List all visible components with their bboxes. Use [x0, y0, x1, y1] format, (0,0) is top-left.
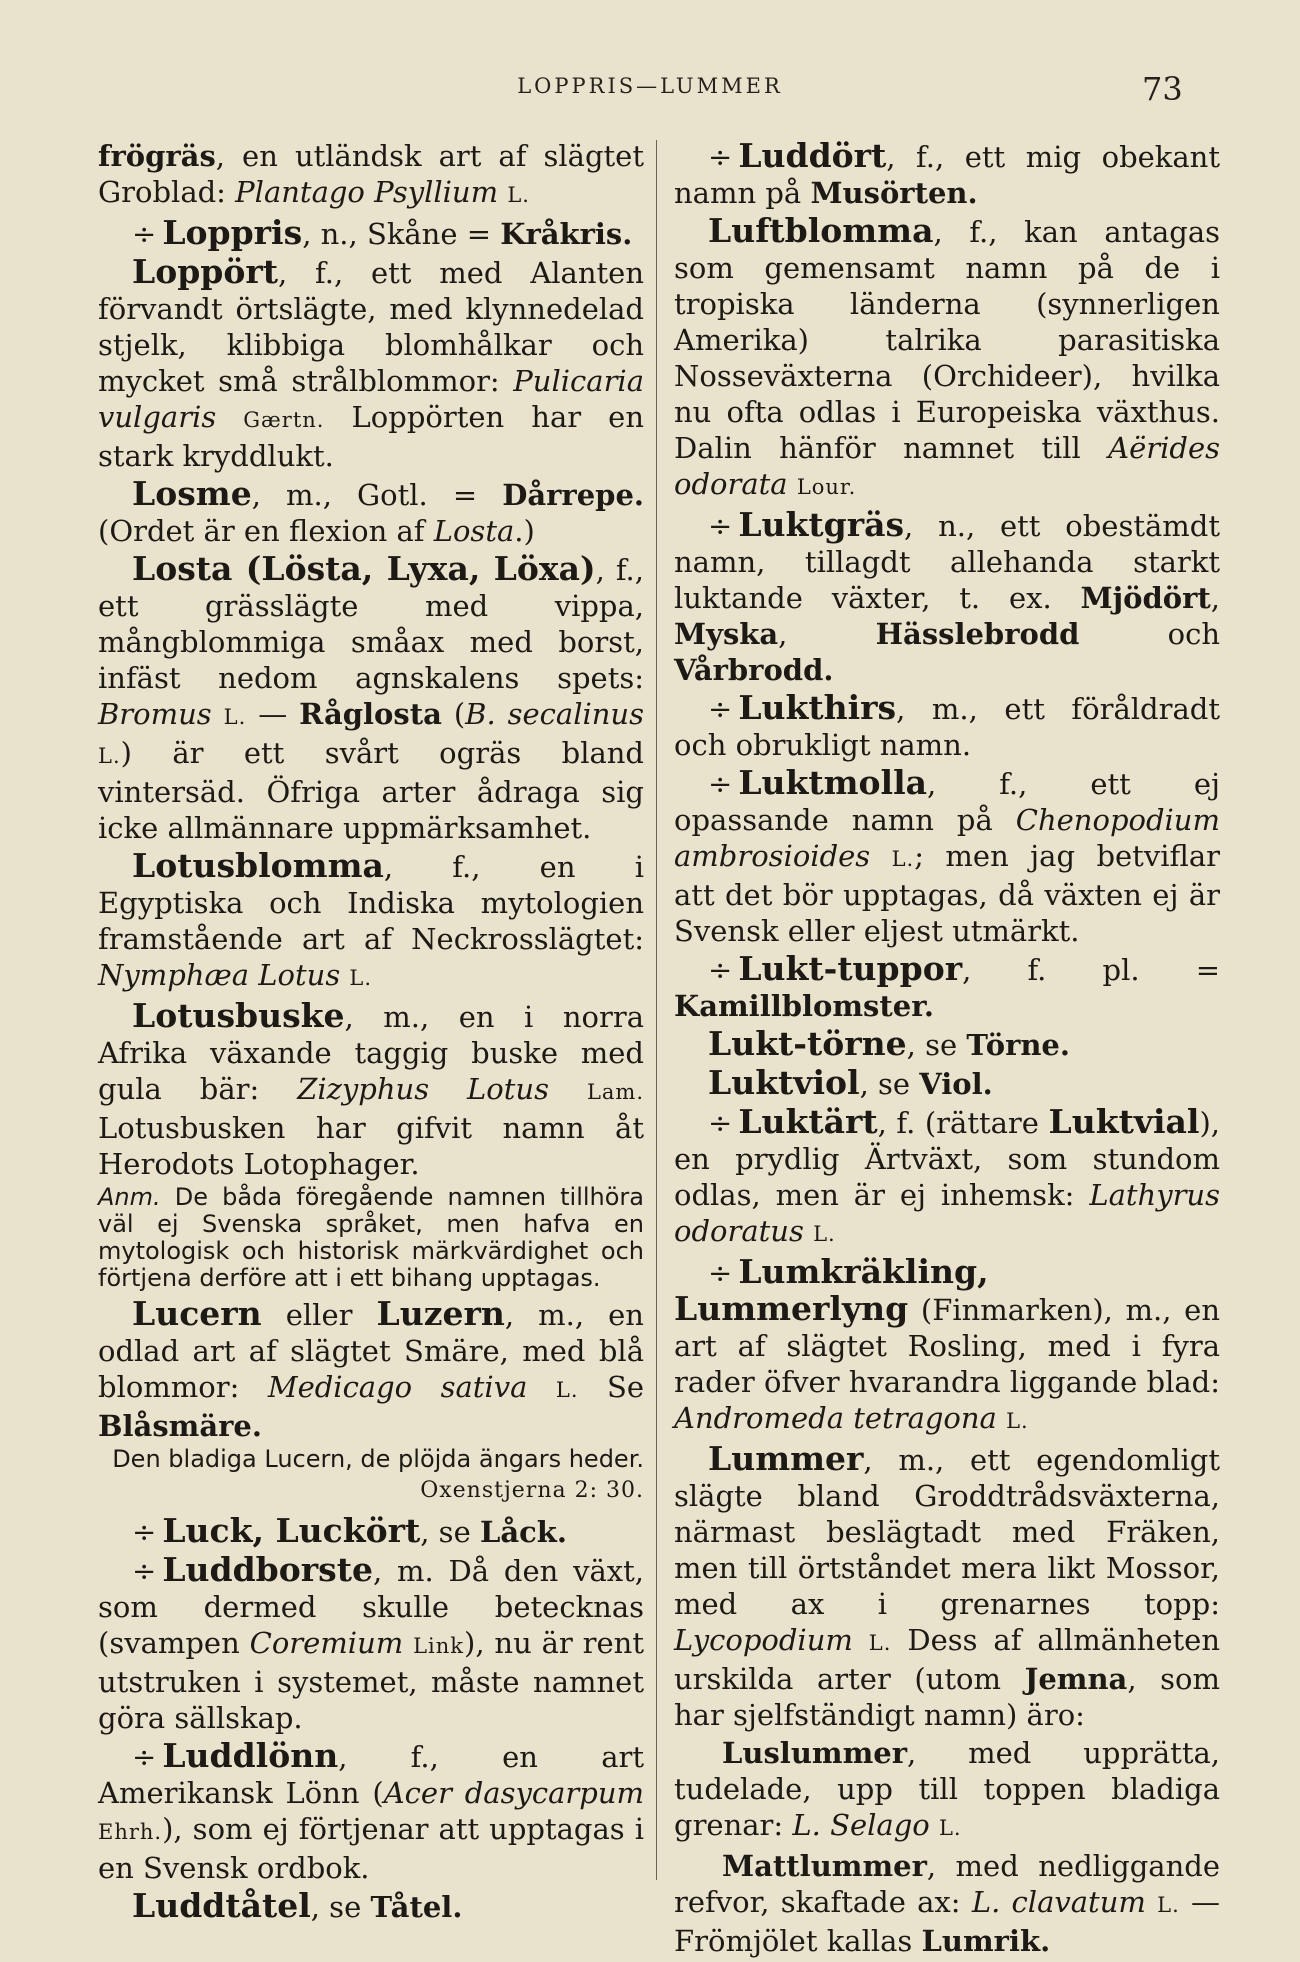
subentry-luslummer [674, 1735, 1220, 1846]
definition-text: , se [906, 1028, 967, 1062]
obsolete-mark: ÷ [132, 1740, 157, 1774]
entry-luftblomma [674, 213, 1220, 505]
latin-name: Losta [433, 514, 515, 548]
definition-text: , se [310, 1890, 371, 1924]
entry-luktgras [674, 507, 1220, 688]
subentry-mattlummer [674, 1848, 1220, 1959]
definition-text: , f., en art Amerikansk Lönn ( [98, 1740, 644, 1810]
right-column [674, 138, 1220, 1961]
entry-loppris [98, 215, 644, 252]
column-rule [656, 140, 657, 1880]
definition-text: Se [578, 1370, 645, 1404]
definition-text: Loppörten har en stark kryddlukt. [98, 400, 644, 473]
headword: Luddlönn [162, 1736, 339, 1775]
definition-text: , n., ett obestämdt namn, tillagdt allehanda starkt luktande växter, t. ex. [674, 509, 1220, 615]
latin-name: Lathyrus odoratus [674, 1178, 1220, 1248]
latin-name: B. secalinus [465, 697, 644, 731]
author-abbrev: L. [938, 1816, 962, 1840]
obsolete-mark: ÷ [708, 1106, 733, 1140]
entry-lotusbuske [98, 998, 644, 1182]
definition-text: , som har sjelfständigt namn) äro: [674, 1662, 1220, 1732]
entry-luktart [674, 1104, 1220, 1252]
author-abbrev: L. [555, 1378, 579, 1402]
entry-lukthirs [674, 690, 1220, 763]
cross-reference: Musörten. [810, 176, 978, 210]
author-abbrev: L. [349, 966, 373, 990]
entry-loppurt [98, 254, 644, 474]
obsolete-mark: ÷ [708, 140, 733, 174]
entry-lotusblomma [98, 848, 644, 996]
obsolete-mark: ÷ [708, 1256, 733, 1290]
note-text: De båda föregående namnen tillhöra väl ej Svenska språket, men hafva en mytologisk och historisk märkvärdighet och förtjena derföre att i ett bihang upptagas. [98, 1183, 644, 1292]
definition-text: , f. pl. = [962, 953, 1220, 987]
cross-reference: Hässlebrodd [875, 617, 1080, 651]
latin-name: Nymphæa Lotus [98, 958, 341, 992]
definition-text: , m., ett egendomligt slägte bland Groddtrådsväxterna, närmast beslägtadt med Fräken, men till örtståndet mera likt Mossor, med ax i grenarnes topp: [674, 1443, 1220, 1621]
headword: Lotusblomma [132, 846, 384, 885]
latin-name: Andromeda tetragona [674, 1401, 997, 1435]
entry-lukttorne [674, 1026, 1220, 1063]
definition-text: .) [514, 514, 535, 548]
cross-reference: Lumrik. [921, 1924, 1051, 1958]
definition-text: Dess af allmänheten urskilda arter (utom [674, 1623, 1221, 1696]
latin-name: Medicago sativa [267, 1370, 528, 1404]
definition-text: ), en prydlig Ärtväxt, som stundom odlas, men är ej inhemsk: [674, 1106, 1220, 1212]
definition-text: ) är ett svårt ogräs bland vintersäd. Öfriga arter ådraga sig icke allmännare uppmärksamhet. [98, 736, 644, 845]
latin-name: Pulicaria vulgaris [98, 364, 644, 434]
entry-frogras [98, 138, 644, 213]
author-abbrev: Gærtn. [243, 408, 325, 432]
quote-source: Oxenstjerna 2: 30. [420, 1478, 644, 1503]
headword: Lukt-törne [708, 1024, 907, 1063]
headword: Losme [132, 474, 252, 513]
entry-losme [98, 476, 644, 549]
cross-reference: Kamillblomster. [674, 989, 934, 1023]
author-abbrev: L. [813, 1222, 836, 1246]
headword: Loppört [132, 252, 279, 291]
author-abbrev: L. [223, 705, 247, 729]
definition-text: eller [261, 1298, 377, 1332]
definition-text: , f., ett mig obekant namn på [674, 140, 1220, 210]
headword: Lukthirs [738, 688, 897, 727]
definition-text: ), som ej förtjenar att upptagas i en Svensk ordbok. [98, 1812, 644, 1885]
headword: Lucern [132, 1294, 262, 1333]
definition-text: , [778, 617, 876, 651]
obsolete-mark: ÷ [708, 767, 733, 801]
obsolete-mark: ÷ [708, 692, 733, 726]
definition-text: ( [441, 697, 466, 731]
cross-reference: Jemna [1024, 1662, 1128, 1696]
headword: Luddtåtel [132, 1886, 311, 1925]
headword: Luktgräs [738, 505, 905, 544]
latin-name: L. clavatum [971, 1885, 1146, 1919]
obsolete-mark: ÷ [132, 217, 157, 251]
entry-lumkrakling [674, 1254, 1220, 1439]
definition-text: Lotusbusken har gifvit namn åt Herodots Lotophager. [98, 1111, 644, 1181]
definition-text: , f., en i Egyptiska och Indiska mytologien framstående art af Neckrosslägtet: [98, 850, 644, 956]
author-abbrev: Lour. [796, 475, 857, 499]
definition-text: (Finmarken), m., en art af slägtet Rosling, med i fyra rader öfver hvarandra liggande blad: [674, 1293, 1220, 1399]
cross-reference: Törne. [966, 1028, 1070, 1062]
author-abbrev: L. [891, 847, 915, 871]
obsolete-mark: ÷ [708, 509, 733, 543]
author-abbrev: L. [98, 744, 121, 768]
author-abbrev: L. [1006, 1409, 1029, 1433]
headword: Luftblomma [708, 211, 934, 250]
latin-name: L. Selago [792, 1808, 930, 1842]
cross-reference: Vårbrodd. [674, 653, 834, 687]
headword: Losta (Lösta, Lyxa, Löxa) [132, 549, 596, 588]
sub-headword: Mattlummer [722, 1849, 927, 1883]
cross-reference: Mjödört [1080, 581, 1211, 615]
entry-lummer [674, 1441, 1220, 1733]
note-anm [98, 1184, 644, 1292]
author-abbrev: L. [868, 1631, 892, 1655]
definition-text: , en utländsk art af slägtet Groblad: [98, 139, 644, 209]
definition-text: , m., Gotl. = [251, 478, 503, 512]
cross-reference: Luktvial [1048, 1102, 1200, 1141]
note-label: Anm. [98, 1183, 161, 1211]
definition-text: , f., ett grässlägte med vippa, mångblommiga småax med borst, infäst nedom agnskalens spets: [98, 553, 644, 695]
latin-name: Aërides odorata [674, 431, 1220, 501]
author-abbrev: L. [1157, 1893, 1180, 1917]
latin-name: Bromus [98, 697, 212, 731]
definition-text: , f. (rättare [877, 1106, 1049, 1140]
headword: Loppris [162, 213, 303, 252]
latin-name: Acer dasycarpum [383, 1776, 644, 1810]
author-abbrev: Lam. [586, 1080, 644, 1104]
latin-name: Zizyphus Lotus [297, 1072, 549, 1106]
definition-text: , n., Skåne = [302, 217, 501, 251]
author-abbrev: Ehrh. [98, 1820, 163, 1844]
page-number: 73 [1142, 70, 1183, 108]
headword: Luddborste [162, 1550, 373, 1589]
latin-name: Plantago Psyllium [235, 175, 499, 209]
obsolete-mark: ÷ [132, 1515, 157, 1549]
definition-text: , f., ett ej opassande namn på [674, 767, 1220, 837]
headword: Luktmolla [738, 763, 927, 802]
definition-text: — Frömjölet kallas [674, 1885, 1221, 1958]
definition-text: ), nu är rent utstruken i systemet, måste namnet göra sällskap. [98, 1626, 644, 1735]
latin-name: Coremium [249, 1626, 404, 1660]
cross-reference: Myska [674, 617, 779, 651]
obsolete-mark: ÷ [132, 1554, 157, 1588]
headword: Luktärt [738, 1102, 878, 1141]
headword: Luddört [738, 136, 887, 175]
obsolete-mark: ÷ [708, 953, 733, 987]
headword: Lukt-tuppor [738, 949, 963, 988]
latin-name: Lycopodium [674, 1623, 853, 1657]
headword: Lumkräkling, Lummerlyng [674, 1252, 989, 1328]
definition-text: , med nedliggande refvor, skaftade ax: [674, 1849, 1220, 1919]
cross-reference: Dårrepe. [502, 478, 644, 512]
cross-reference: Blåsmäre. [98, 1409, 262, 1443]
entry-luktviol [674, 1065, 1220, 1102]
cross-reference: Kråkris. [500, 217, 633, 251]
definition-text: , m., ett föråldradt och obrukligt namn. [674, 692, 1220, 762]
definition-text: och [1079, 617, 1220, 651]
headword: Lummer [708, 1439, 864, 1478]
left-column [98, 138, 644, 1927]
entry-lukttuppor [674, 951, 1220, 1024]
entry-luddlonn [98, 1738, 644, 1886]
sub-headword: Luslummer [722, 1736, 908, 1770]
cross-reference: Råglosta [299, 697, 442, 731]
definition-text: — [246, 697, 300, 731]
definition-text: , m. Då den växt, som dermed skulle betecknas (svampen [98, 1554, 644, 1660]
definition-text: , med upprätta, tudelade, upp till toppen bladiga grenar: [674, 1736, 1220, 1842]
cross-reference: Viol. [919, 1067, 993, 1101]
definition-text: , se [420, 1515, 480, 1549]
headword: Luck, Luckört [162, 1511, 421, 1550]
entry-luktmolla [674, 765, 1220, 949]
headword: Lotusbuske [132, 996, 345, 1035]
author-abbrev: Link [413, 1634, 465, 1658]
definition-text: , m., en i norra Afrika växande taggig buske med gula bär: [98, 1000, 644, 1106]
entry-luddtatel [98, 1888, 644, 1925]
entry-lucern [98, 1296, 644, 1444]
definition-text: , f., ett med Alanten förvandt örtslägte, med klynnedelad stjelk, klibbiga blomhålkar och mycket små strålblommor: [98, 256, 644, 398]
headword-variant: Luzern [376, 1294, 505, 1333]
entry-luddborste [98, 1552, 644, 1736]
entry-losta [98, 551, 644, 846]
definition-text: , se [859, 1067, 920, 1101]
entry-luddort [674, 138, 1220, 211]
definition-text: ; men jag betviflar att det bör upptagas, då växten ej är Svensk eller eljest utmärkt. [674, 839, 1220, 948]
entry-luck [98, 1513, 644, 1550]
running-head: LOPPRIS—LUMMER [517, 74, 783, 98]
headword: Luktviol [708, 1063, 860, 1102]
headword: frögräs [98, 139, 216, 173]
quote-text: Den bladiga Lucern, de plöjda ängars heder. [112, 1445, 644, 1473]
latin-name: Chenopodium ambrosioides [674, 803, 1220, 873]
definition-text: , f., kan antagas som gemensamt namn på de i tropiska länderna (synnerligen Amerika) talrika parasitiska Nosseväxterna (Orchideer), hvilka nu ofta odlas i Europeiska växthus. Dalin hänför namnet till [674, 215, 1220, 465]
cross-reference: Tåtel. [370, 1890, 463, 1924]
definition-text: , m., en odlad art af slägtet Smäre, med blå blommor: [98, 1298, 644, 1404]
definition-text: (Ordet är en flexion af [98, 514, 434, 548]
author-abbrev: L. [507, 183, 530, 207]
cross-reference: Låck. [479, 1515, 567, 1549]
definition-text: , [1210, 581, 1220, 615]
